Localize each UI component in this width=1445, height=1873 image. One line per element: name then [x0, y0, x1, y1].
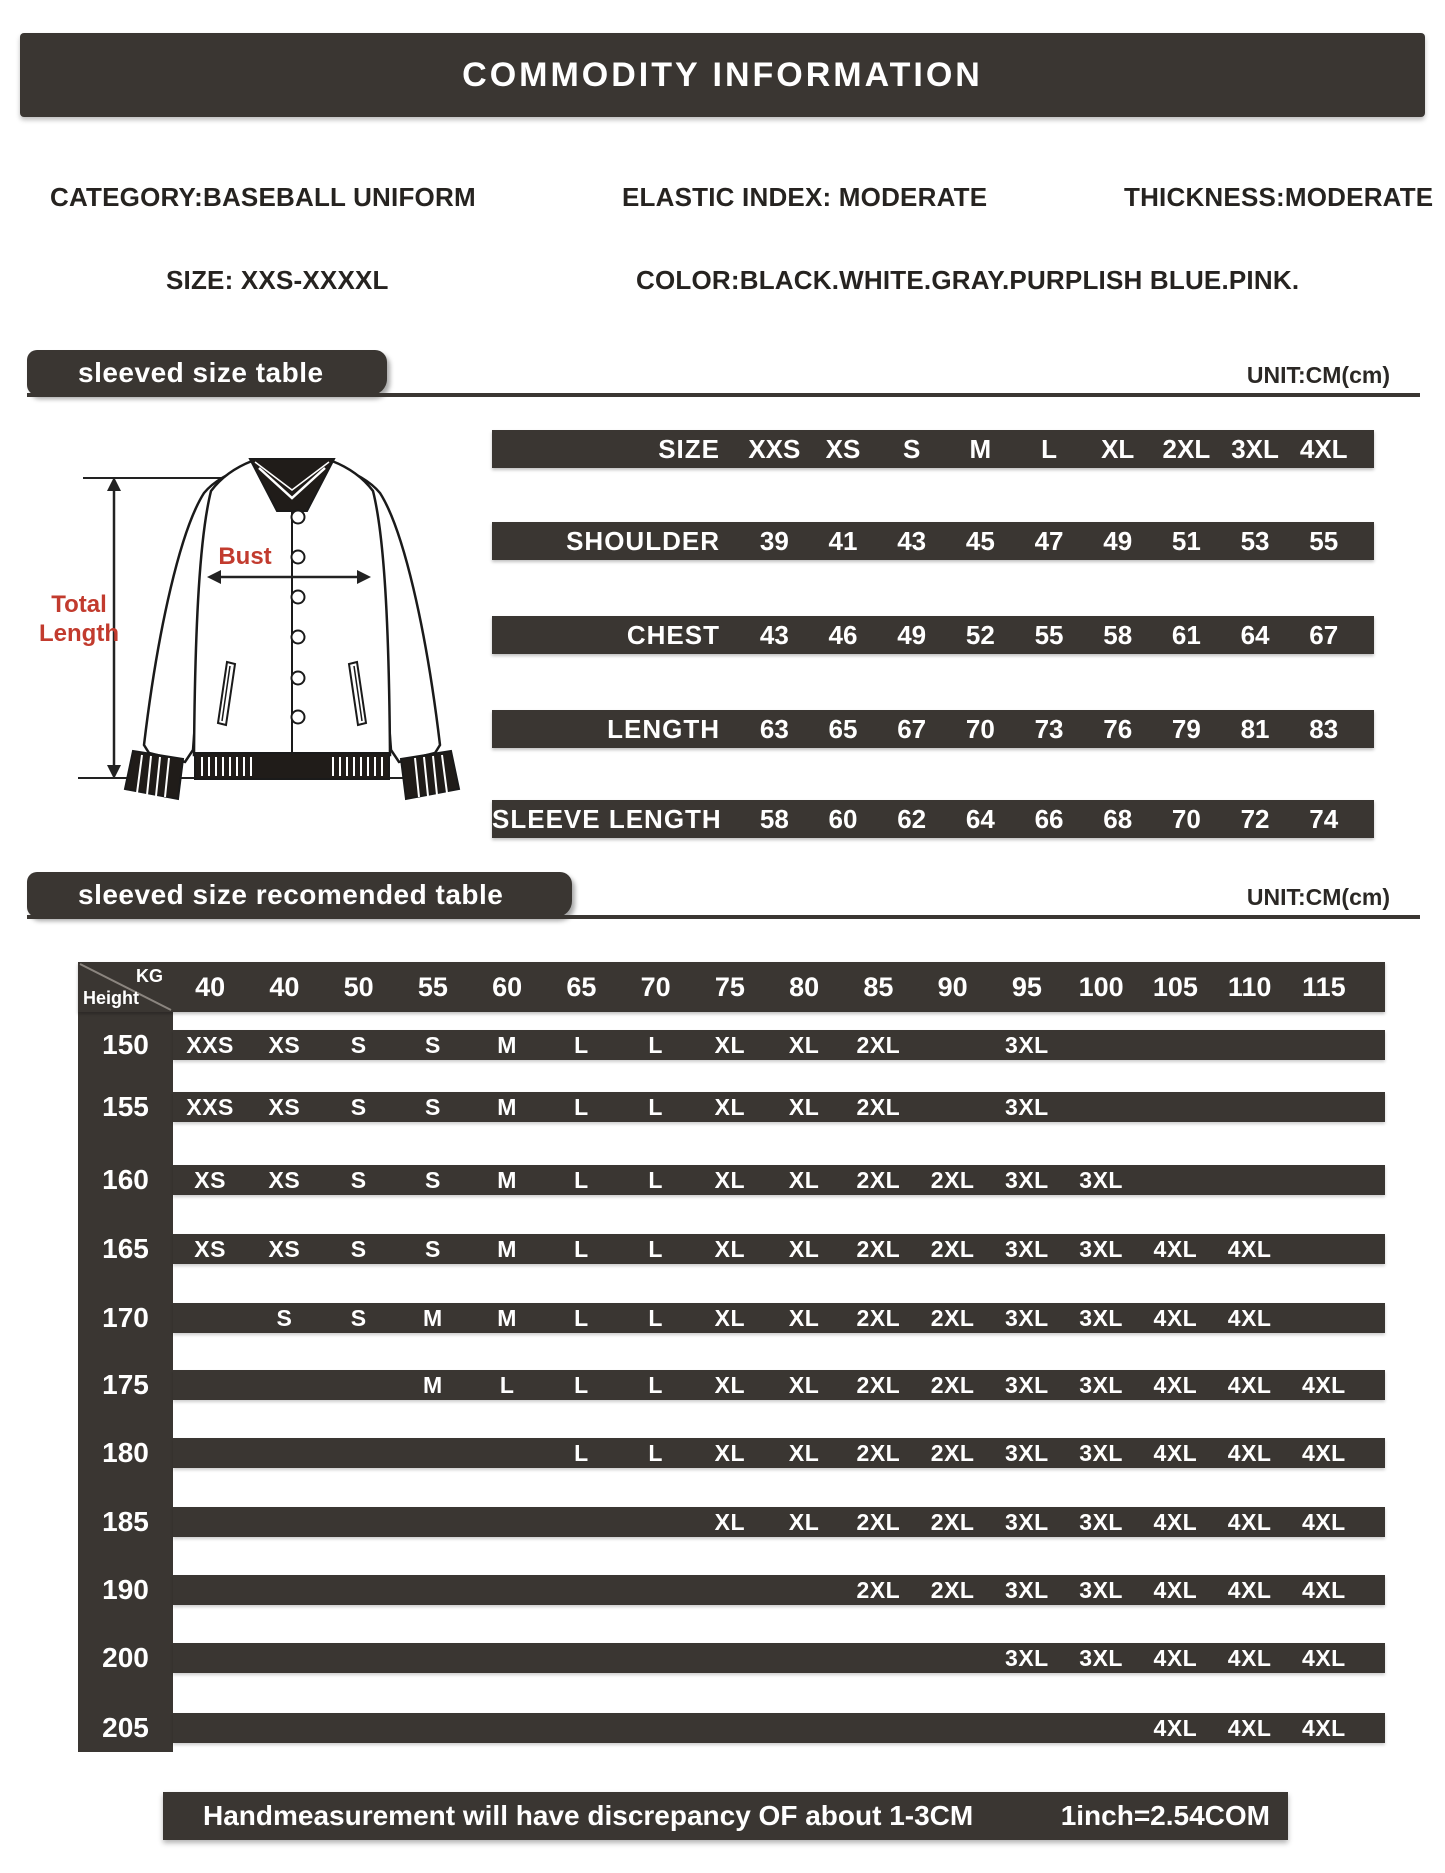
cell: 70 [1171, 803, 1201, 834]
size-cell: XL [714, 1371, 746, 1398]
height-value: 190 [102, 1574, 149, 1605]
size-cell: XL [714, 1439, 746, 1466]
size-cell: 2XL [930, 1166, 975, 1193]
row-values [173, 1092, 1385, 1122]
size-cell: 3XL [1005, 1166, 1049, 1193]
size-cell: 4XL [1302, 1439, 1346, 1466]
cell: 4XL [1299, 433, 1348, 464]
size-cell: XS [194, 1235, 226, 1262]
size-cell: XXS [186, 1093, 234, 1120]
category-text: CATEGORY:BASEBALL UNIFORM [50, 182, 476, 212]
row-label: SLEEVE LENGTH [492, 803, 722, 834]
size-cell: S [350, 1235, 367, 1262]
cell: 52 [965, 619, 995, 650]
size-cell: 4XL [1153, 1508, 1198, 1535]
weight-cell: 50 [343, 971, 374, 1002]
cell: XS [825, 433, 861, 464]
size-cell: L [648, 1235, 663, 1262]
cell: 63 [759, 713, 789, 744]
height-value: 160 [102, 1164, 149, 1195]
row-values [720, 526, 1374, 557]
size-cell: 4XL [1153, 1235, 1198, 1262]
weight-cell: 90 [937, 971, 968, 1002]
size-cell: XL [788, 1371, 820, 1398]
cell: 64 [965, 803, 995, 834]
size-cell: XL [714, 1304, 746, 1331]
corner-cell [78, 962, 173, 1012]
size-cell: XL [788, 1235, 820, 1262]
size-cell: 4XL [1227, 1576, 1272, 1603]
height-value: 155 [102, 1091, 149, 1122]
cell: 49 [1103, 525, 1133, 556]
size-cell: 3XL [1079, 1371, 1123, 1398]
size-cell: 4XL [1302, 1714, 1346, 1741]
size-cell: 4XL [1227, 1371, 1272, 1398]
table-row [78, 1234, 1385, 1264]
size-cell: L [648, 1031, 663, 1058]
size-cell: L [574, 1371, 589, 1398]
size-cell: 3XL [1005, 1031, 1049, 1058]
weight-columns [173, 962, 1385, 1012]
weight-cell: 110 [1227, 971, 1272, 1002]
weight-cell: 85 [863, 971, 894, 1002]
table-row [78, 1575, 1385, 1605]
height-value: 175 [102, 1369, 149, 1400]
cell: 65 [828, 713, 858, 744]
size-cell: L [574, 1304, 589, 1331]
size-cell: XL [714, 1508, 746, 1535]
row-values [173, 1303, 1385, 1333]
row-values [173, 1165, 1385, 1195]
cell: 43 [759, 619, 789, 650]
size-cell: S [424, 1166, 441, 1193]
weight-cell: 75 [714, 971, 745, 1002]
cell: 76 [1103, 713, 1133, 744]
size-cell: L [648, 1371, 663, 1398]
size-cell: L [648, 1093, 663, 1120]
size-cell: 3XL [1005, 1304, 1049, 1331]
size-cell: L [648, 1304, 663, 1331]
height-value: 205 [102, 1712, 149, 1743]
size-cell: 4XL [1227, 1439, 1272, 1466]
cell: 68 [1103, 803, 1133, 834]
size-cell: L [574, 1166, 589, 1193]
cell: L [1041, 433, 1057, 464]
size-cell: XL [788, 1031, 820, 1058]
height-corner-label: Height [83, 988, 139, 1008]
section-tab-recommend-table [27, 872, 572, 917]
size-cell: XL [714, 1166, 746, 1193]
height-value: 200 [102, 1642, 149, 1673]
size-cell: XL [714, 1235, 746, 1262]
height-column-strip [78, 962, 173, 1752]
size-cell: 2XL [930, 1304, 975, 1331]
size-cell: 3XL [1079, 1235, 1123, 1262]
cuff-left [125, 751, 183, 799]
size-cell: XL [714, 1093, 746, 1120]
section-title: sleeved size table [78, 356, 324, 388]
size-cell: 3XL [1079, 1439, 1123, 1466]
cell: XL [1101, 433, 1135, 464]
weight-cell: 65 [566, 971, 597, 1002]
table-row [492, 800, 1374, 838]
cell: 72 [1240, 803, 1270, 834]
size-cell: 2XL [856, 1439, 901, 1466]
table-row [492, 616, 1374, 654]
weight-cell: 60 [492, 971, 523, 1002]
size-cell: S [350, 1093, 367, 1120]
size-cell: L [574, 1235, 589, 1262]
size-cell: XL [788, 1166, 820, 1193]
size-cell: S [424, 1093, 441, 1120]
size-cell: 2XL [856, 1235, 901, 1262]
size-cell: S [424, 1031, 441, 1058]
total-length-label: Total Length [39, 591, 119, 647]
table-row [492, 430, 1374, 468]
size-cell: L [648, 1439, 663, 1466]
row-values [173, 1030, 1385, 1060]
size-cell: 2XL [856, 1508, 901, 1535]
unit-label: UNIT:CM(cm) [1246, 884, 1390, 910]
size-cell: 2XL [930, 1235, 975, 1262]
table-row [492, 710, 1374, 748]
cell: 64 [1240, 619, 1270, 650]
size-cell: XS [268, 1166, 301, 1193]
size-cell: 2XL [856, 1371, 901, 1398]
size-cell: 4XL [1227, 1235, 1272, 1262]
weight-header-row [78, 962, 1385, 1012]
size-cell: 2XL [856, 1031, 901, 1058]
size-cell: 3XL [1005, 1235, 1049, 1262]
row-label: SHOULDER [566, 525, 720, 556]
table-row [78, 1303, 1385, 1333]
size-cell: S [424, 1235, 441, 1262]
conversion-note: 1inch=2.54COM [1060, 1800, 1270, 1831]
cell: 49 [897, 619, 927, 650]
size-cell: XS [194, 1166, 226, 1193]
weight-cell: 40 [195, 971, 226, 1002]
table-row [78, 1030, 1385, 1060]
table-row [78, 1370, 1385, 1400]
row-values [720, 804, 1374, 835]
cell: 2XL [1162, 433, 1211, 464]
color-options-text: COLOR:BLACK.WHITE.GRAY.PURPLISH BLUE.PINK. [636, 265, 1300, 295]
size-cell: 3XL [1005, 1093, 1049, 1120]
jacket-measure-diagram [39, 435, 470, 850]
height-value: 170 [102, 1302, 149, 1333]
cell: 79 [1171, 713, 1201, 744]
weight-cell: 40 [269, 971, 300, 1002]
cell: 81 [1240, 713, 1270, 744]
section-tab-size-table [27, 350, 387, 395]
cell: 39 [759, 525, 789, 556]
row-values [720, 620, 1374, 651]
size-cell: 3XL [1005, 1508, 1049, 1535]
size-cell: 2XL [930, 1576, 975, 1603]
size-cell: 3XL [1005, 1644, 1049, 1671]
cell: 45 [965, 525, 995, 556]
row-values [173, 1507, 1385, 1537]
row-values [720, 434, 1374, 465]
cell: 53 [1240, 525, 1270, 556]
size-cell: L [574, 1093, 589, 1120]
size-cell: S [350, 1166, 367, 1193]
size-cell: 3XL [1079, 1166, 1123, 1193]
height-value: 150 [102, 1029, 149, 1060]
kg-label: KG [136, 966, 163, 986]
unit-label: UNIT:CM(cm) [1246, 362, 1390, 388]
cell: 70 [965, 713, 995, 744]
row-label: CHEST [626, 619, 720, 650]
row-values [173, 1643, 1385, 1673]
cell: 43 [897, 525, 927, 556]
size-cell: 4XL [1153, 1439, 1198, 1466]
size-cell: 4XL [1302, 1576, 1346, 1603]
size-cell: L [499, 1371, 515, 1398]
cell: 58 [759, 803, 789, 834]
section-divider [27, 915, 1420, 919]
cell: 41 [828, 525, 858, 556]
row-values [173, 1575, 1385, 1605]
size-cell: 2XL [930, 1371, 975, 1398]
size-cell: XL [788, 1093, 820, 1120]
size-cell: M [497, 1235, 517, 1262]
row-values [173, 1713, 1385, 1743]
table-row [78, 1438, 1385, 1468]
size-cell: L [648, 1166, 663, 1193]
size-cell: 4XL [1153, 1304, 1198, 1331]
cell: 74 [1309, 803, 1339, 834]
size-cell: 2XL [856, 1166, 901, 1193]
size-cell: 4XL [1227, 1644, 1272, 1671]
measurement-note: Handmeasurement will have discrepancy OF about 1-3CM [203, 1800, 974, 1831]
title-banner [20, 33, 1425, 117]
table-row [78, 1092, 1385, 1122]
cell: 61 [1171, 619, 1201, 650]
table-row [78, 1643, 1385, 1673]
weight-cell: 80 [789, 971, 820, 1002]
size-cell: 2XL [930, 1439, 975, 1466]
size-cell: 2XL [856, 1093, 901, 1120]
size-cell: XL [788, 1304, 820, 1331]
size-cell: XL [788, 1508, 820, 1535]
size-cell: 3XL [1079, 1576, 1123, 1603]
size-cell: M [423, 1371, 443, 1398]
cell: 83 [1309, 713, 1339, 744]
size-range-text: SIZE: XXS-XXXXL [166, 265, 389, 295]
weight-cell: 105 [1152, 971, 1198, 1002]
size-cell: M [497, 1166, 517, 1193]
row-label: SIZE [658, 433, 720, 464]
thickness-text: THICKNESS:MODERATE [1124, 182, 1434, 212]
cell: 62 [897, 803, 927, 834]
size-cell: M [497, 1031, 517, 1058]
cell: S [903, 433, 921, 464]
size-cell: L [574, 1031, 589, 1058]
size-cell: 3XL [1005, 1439, 1049, 1466]
size-cell: 4XL [1302, 1644, 1346, 1671]
size-cell: XL [788, 1439, 820, 1466]
size-cell: XS [268, 1031, 301, 1058]
height-value: 180 [102, 1437, 149, 1468]
weight-cell: 55 [417, 971, 448, 1002]
row-values [173, 1438, 1385, 1468]
size-cell: 3XL [1005, 1576, 1049, 1603]
size-cell: M [423, 1304, 443, 1331]
row-values [173, 1370, 1385, 1400]
size-cell: 4XL [1153, 1714, 1198, 1741]
size-cell: 3XL [1079, 1508, 1123, 1535]
size-cell: M [497, 1304, 517, 1331]
cell: 55 [1034, 619, 1064, 650]
height-value: 165 [102, 1233, 149, 1264]
cell: XXS [748, 433, 801, 464]
size-cell: 3XL [1079, 1304, 1123, 1331]
section-title: sleeved size recomended table [78, 878, 504, 910]
size-table [492, 430, 1374, 840]
size-cell: 4XL [1227, 1714, 1272, 1741]
hem-band [195, 753, 389, 779]
size-cell: XS [268, 1093, 301, 1120]
size-cell: 4XL [1302, 1371, 1346, 1398]
size-cell: 4XL [1153, 1576, 1198, 1603]
size-cell: XXS [186, 1031, 234, 1058]
size-cell: S [350, 1304, 367, 1331]
row-label: LENGTH [607, 713, 720, 744]
height-value: 185 [102, 1506, 149, 1537]
table-row [492, 522, 1374, 560]
size-cell: 4XL [1302, 1508, 1346, 1535]
row-values [173, 1234, 1385, 1264]
weight-cell: 100 [1078, 971, 1124, 1002]
page-title: COMMODITY INFORMATION [462, 55, 983, 94]
size-cell: 4XL [1227, 1508, 1272, 1535]
cell: 60 [828, 803, 858, 834]
cell: 66 [1034, 803, 1064, 834]
recommend-size-table [78, 962, 1385, 1757]
size-cell: 4XL [1227, 1304, 1272, 1331]
size-cell: 4XL [1153, 1644, 1198, 1671]
size-cell: 4XL [1153, 1371, 1198, 1398]
footer-note-bar [163, 1792, 1288, 1840]
weight-cell: 70 [640, 971, 671, 1002]
size-cell: 3XL [1079, 1644, 1123, 1671]
cell: 67 [897, 713, 927, 744]
size-cell: 3XL [1005, 1371, 1049, 1398]
weight-cell: 95 [1011, 971, 1042, 1002]
cell: 67 [1309, 619, 1339, 650]
cuff-right [401, 751, 459, 799]
cell: 55 [1309, 525, 1339, 556]
size-cell: XS [268, 1235, 301, 1262]
size-cell: XL [714, 1031, 746, 1058]
cell: 51 [1171, 525, 1201, 556]
size-cell: L [574, 1439, 589, 1466]
size-cell: S [276, 1304, 293, 1331]
cell: 47 [1034, 525, 1064, 556]
elastic-index-text: ELASTIC INDEX: MODERATE [622, 182, 988, 212]
section-divider [27, 393, 1420, 397]
cell: 3XL [1231, 433, 1279, 464]
size-cell: 2XL [930, 1508, 975, 1535]
bust-label: Bust [218, 543, 272, 570]
table-row [78, 1713, 1385, 1743]
cell: M [969, 433, 992, 464]
table-row [78, 1165, 1385, 1195]
cell: 46 [828, 619, 858, 650]
cell: 73 [1034, 713, 1064, 744]
size-cell: 2XL [856, 1304, 901, 1331]
size-cell: 2XL [856, 1576, 901, 1603]
row-values [720, 714, 1374, 745]
size-cell: S [350, 1031, 367, 1058]
cell: 58 [1103, 619, 1133, 650]
weight-cell: 115 [1302, 971, 1346, 1002]
table-row [78, 1507, 1385, 1537]
size-cell: M [497, 1093, 517, 1120]
